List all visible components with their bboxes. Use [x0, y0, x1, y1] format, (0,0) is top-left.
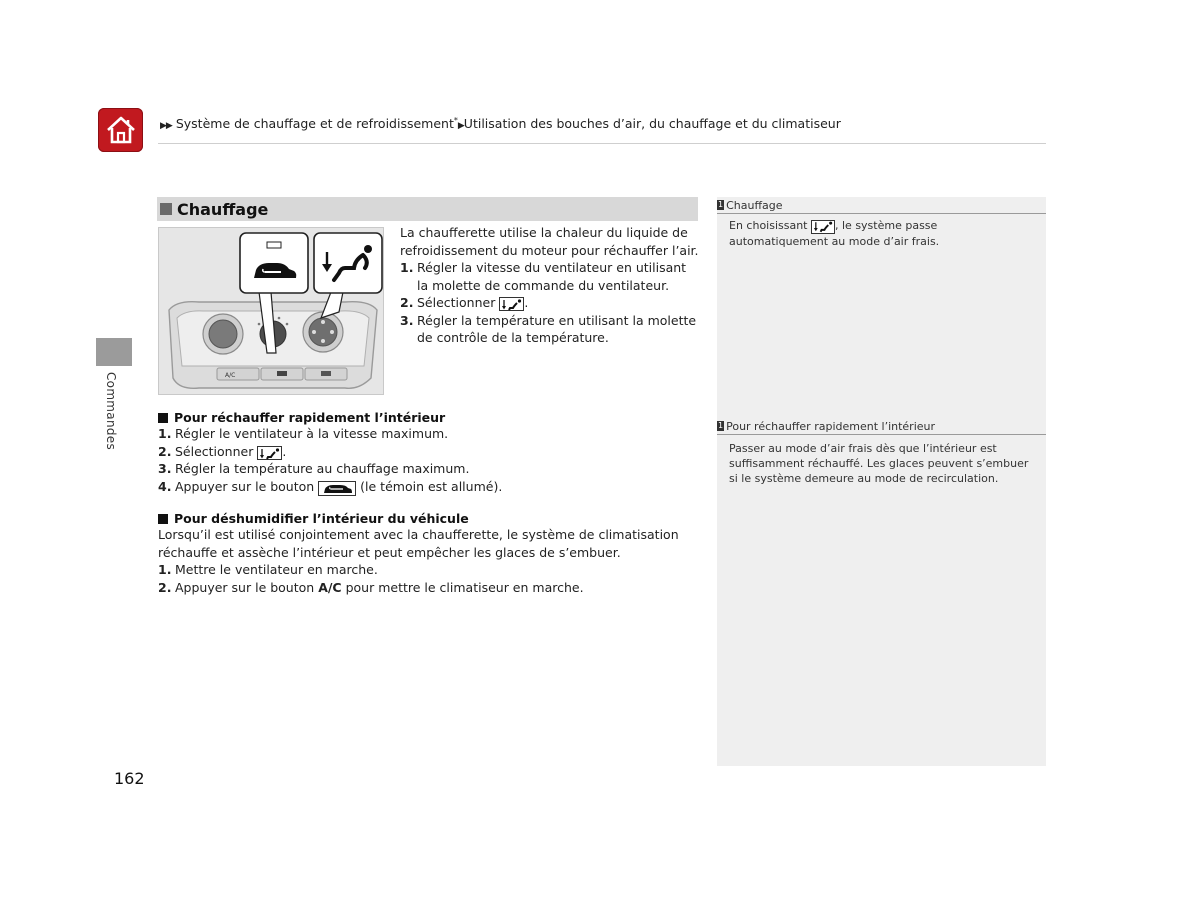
- step-text: (le témoin est allumé).: [360, 478, 503, 494]
- step-number: 2.: [158, 443, 172, 459]
- step-text: Sélectionner: [417, 295, 496, 310]
- list-item: [158, 579, 698, 597]
- step-number: 1.: [158, 426, 172, 441]
- step-number: 2.: [158, 579, 172, 595]
- recirculation-icon: [318, 481, 356, 496]
- page-number: 162: [114, 769, 145, 788]
- list-item: [400, 312, 700, 347]
- paragraph: Lorsqu’il est utilisé conjointement avec la chaufferette, le système de climatisation réchauffe et assèche l’intérieur et peut empêcher les glaces de s’embuer.: [158, 527, 679, 560]
- square-bullet-icon: [158, 514, 168, 524]
- list-item: [158, 460, 698, 478]
- climate-panel-drawing: [159, 228, 383, 394]
- step-number: 3.: [158, 461, 172, 476]
- floor-vent-icon: [811, 220, 835, 234]
- note-marker-icon: 1: [718, 200, 724, 209]
- triangle-icon: ▶▶: [160, 121, 172, 132]
- step-text: Appuyer sur le bouton: [175, 478, 315, 494]
- note-heading: 1 Pour réchauffer rapidement l’intérieur: [717, 418, 1046, 435]
- step-number: 3.: [400, 312, 414, 328]
- side-tab-marker[interactable]: [96, 338, 132, 366]
- step-text: Régler la température au chauffage maximum.: [175, 461, 470, 476]
- step-text: Régler la température en utilisant la molette de contrôle de la température.: [417, 312, 697, 345]
- climate-control-illustration: [158, 227, 384, 395]
- floor-vent-icon: [499, 297, 524, 311]
- step-number: 1.: [158, 562, 172, 577]
- floor-vent-icon: [257, 446, 282, 460]
- triangle-icon: ▶: [457, 121, 464, 132]
- step-text: Sélectionner: [175, 443, 254, 459]
- list-item: [158, 478, 698, 496]
- list-item: [400, 294, 700, 312]
- list-item: [158, 443, 698, 461]
- step-number: 2.: [400, 295, 414, 310]
- square-bullet-icon: [158, 413, 168, 423]
- footnote-mark: *: [453, 116, 458, 125]
- note-text: Passer au mode d’air frais dès que l’intérieur est suffisamment réchauffé. Les glaces peuvent s’embuer si le système demeure au mode de recirculation.: [729, 442, 1029, 485]
- side-notes-panel: [717, 197, 1046, 766]
- home-button[interactable]: [98, 108, 143, 152]
- ac-button-name: A/C: [318, 579, 342, 595]
- subsection-heading: Pour réchauffer rapidement l’intérieur: [158, 410, 698, 425]
- list-item: [158, 425, 698, 443]
- section-intro: La chaufferette utilise la chaleur du liquide de refroidissement du moteur pour réchauffer l’air.: [400, 225, 699, 258]
- ac-button-label: A/C: [225, 372, 236, 379]
- section-title: Chauffage: [177, 199, 269, 219]
- square-bullet-icon: [160, 203, 172, 215]
- step-text: .: [524, 295, 529, 310]
- step-number: 4.: [158, 478, 172, 494]
- step-text: Régler le ventilateur à la vitesse maximum.: [175, 426, 449, 441]
- home-icon: [104, 115, 138, 145]
- section-header: [157, 197, 698, 221]
- step-text: .: [282, 443, 287, 459]
- note-text: En choisissant , le système passe automatiquement au mode d’air frais.: [729, 219, 940, 248]
- header-divider: [158, 143, 1046, 144]
- step-text: pour mettre le climatiseur en marche.: [345, 579, 584, 595]
- list-item: [400, 259, 700, 294]
- breadcrumb-item-heating-cooling[interactable]: Système de chauffage et de refroidissement: [175, 116, 454, 132]
- breadcrumb: [160, 116, 841, 131]
- step-text: Régler la vitesse du ventilateur en utilisant la molette de commande du ventilateur.: [417, 260, 687, 293]
- step-number: 1.: [400, 260, 414, 275]
- subsection-heading: Pour déshumidifier l’intérieur du véhicule: [158, 511, 698, 526]
- note-marker-icon: 1: [718, 421, 724, 430]
- list-item: [158, 561, 698, 579]
- side-tab-label: Commandes: [104, 372, 118, 451]
- step-text: Mettre le ventilateur en marche.: [175, 562, 378, 577]
- note-heading: 1 Chauffage: [717, 197, 1046, 214]
- breadcrumb-item-current[interactable]: Utilisation des bouches d’air, du chauffage et du climatiseur: [463, 116, 841, 132]
- step-text: Appuyer sur le bouton: [175, 579, 315, 595]
